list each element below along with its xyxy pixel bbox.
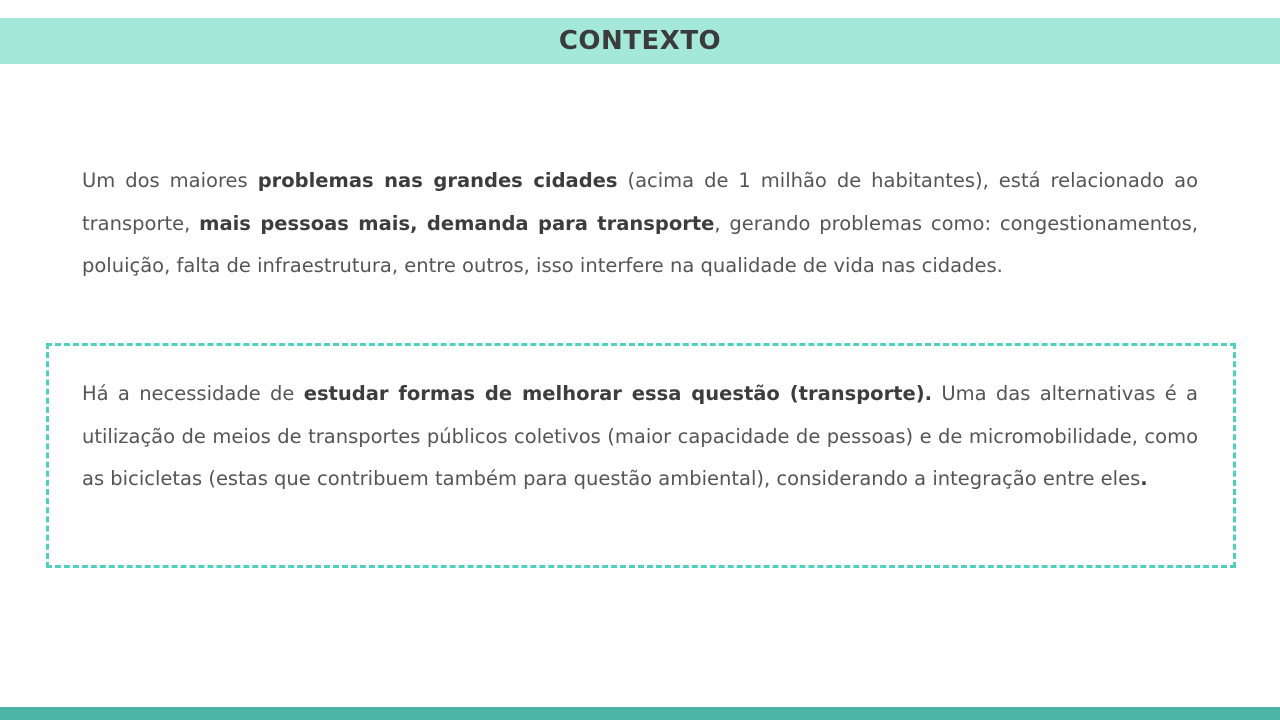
paragraph-1-text-3: , gerando problemas como: congestionamentos, poluição, falta de infraestrutura, entre outros, isso interfere na qualidade de vida nas cidades. [82,211,1199,277]
page-title: CONTEXTO [558,26,722,56]
context-paragraph-1 [82,160,1198,288]
paragraph-2-text-1: Há a necessidade de [82,382,304,405]
paragraph-1-bold-1: problemas nas grandes cidades [257,169,618,192]
paragraph-1-text-1: Um dos maiores [82,169,258,192]
paragraph-2-bold-1: estudar formas de melhorar essa questão (transporte). [303,382,933,405]
title-bar [0,18,1280,64]
paragraph-1-text-2: (acima de 1 milhão de habitantes), está relacionado ao transporte, [82,169,1199,235]
paragraph-2-text-2: Uma das alternativas é a utilização de meios de transportes públicos coletivos (maior capacidade de pessoas) e de micromobilidade, como as bicicletas (estas que contribuem também para questão ambiental), considerando a integração entre eles [82,382,1199,490]
paragraph-2-bold-2: . [1140,467,1148,490]
paragraph-1-bold-2: mais pessoas mais, demanda para transporte [199,211,715,235]
context-paragraph-2 [82,373,1198,501]
footer-bar [0,707,1280,720]
